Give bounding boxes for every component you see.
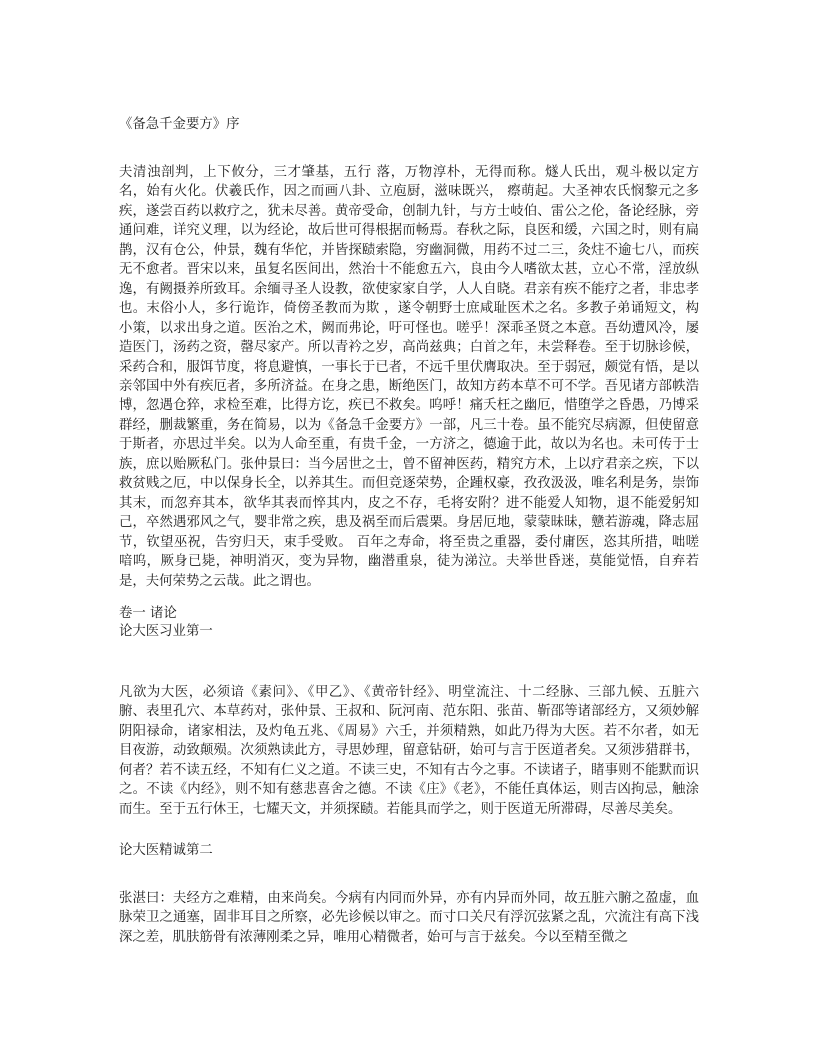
preface-paragraph: 夫清浊剖判，上下攸分，三才肇基，五行 落，万物淳朴，无得而称。燧人氏出，观斗极以定方名，始有火化。伏羲氏作，因之而画八卦、立庖厨，滋味既兴， 瘵萌起。大圣神农氏悯黎元之多疾，遂尝百药以救疗之，犹未尽善。黄帝受命，创制九针，与方士岐伯、雷公之伦，备论经脉，旁通问难，详究义理，以为经论，故后世可得根据而畅焉。春秋之际，良医和缓，六国之时，则有扁鹊，汉有仓公，仲景，魏有华佗，并皆探赜索隐，穷幽洞微，用药不过二三，灸炷不逾七八，而疾无不愈者。晋宋以来，虽复名医间出，然治十不能愈五六，良由今人嗜欲太甚，立心不常，淫放纵逸，有阙摄养所致耳。余缅寻圣人设教，欲使家家自学，人人自晓。君亲有疾不能疗之者，非忠孝也。末俗小人，多行诡诈，倚傍圣教而为欺 ，遂令朝野士庶咸耻医术之名。多教子弟诵短文，构小策，以求出身之道。医治之术，阙而弗论，吁可怪也。嗟乎！深乖圣贤之本意。吾幼遭风冷，屡造医门，汤药之资，罄尽家产。所以青衿之岁，高尚兹典；白首之年，未尝释卷。至于切脉诊候，采药合和，服饵节度，将息避慎，一事长于已者，不远千里伏膺取决。至于弱冠，颇觉有悟，是以亲邻国中外有疾厄者，多所济益。在身之患，断绝医门，故知方药本草不可不学。吾见诸方部帙浩博，忽遇仓猝，求检至难，比得方讫，疾已不救矣。呜呼！痛夭枉之幽厄，惜堕学之昏愚，乃博采群经，删裁繁重，务在简易，以为《备急千金要方》一部，凡三十卷。虽不能究尽病源，但使留意于斯者，亦思过半矣。以为人命至重，有贵千金，一方济之，德逾于此，故以为名也。未可传于士族，庶以贻厥私门。张仲景曰：当今居世之士，曾不留神医药，精究方术，上以疗君亲之疾，下以救贫贱之厄，中以保身长全，以养其生。而但竞逐荣势，企踵权豪，孜孜汲汲，唯名利是务，崇饰其末，而忽弃其本，欲华其表而悴其内，皮之不存，毛将安附？进不能爱人知物，退不能爱躬知己，卒然遇邪风之气，婴非常之疾，患及祸至而后震栗。身居厄地，蒙蒙昧昧，戆若游魂，降志屈节，钦望巫祝，告穷归天，束手受败。 百年之寿命，将至贵之重器，委付庸医，恣其所措，咄嗟喑呜，厥身已毙，神明消灭，变为异物，幽潜重泉，徒为涕泣。夫举世昏迷，莫能觉悟，自弃若是，夫何荣势之云哉。此之谓也。 — [119, 165, 699, 589]
chapter-1-title: 论大医习业第一 — [119, 624, 213, 639]
document-page — [119, 0, 699, 1056]
chapter-1-paragraph: 凡欲为大医，必须谙《素问》、《甲乙》、《黄帝针经》、明堂流注、十二经脉、三部九候、五脏六腑、表里孔穴、本草药对，张仲景、王叔和、阮河南、范东阳、张苗、靳邵等诸部经方，又须妙解阴阳禄命，诸家相法，及灼龟五兆、《周易》六壬，并须精熟，如此乃得为大医。若不尔者，如无目夜游，动致颠殒。次须熟读此方，寻思妙理，留意钻研，始可与言于医道者矣。又须涉猎群书，何者？若不读五经，不知有仁义之道。不读三史，不知有古今之事。不读诸子，睹事则不能默而识之。不读《内经》，则不知有慈悲喜舍之德。不读《庄》《老》，不能任真体运，则吉凶拘忌，触涂而生。至于五行休王，七耀天文，并须探赜。若能具而学之，则于医道无所滞碍，尽善尽美矣。 — [119, 685, 699, 817]
chapter-2-title: 论大医精诚第二 — [119, 843, 213, 858]
chapter-2-paragraph: 张湛曰：夫经方之难精，由来尚矣。今病有内同而外异，亦有内异而外同，故五脏六腑之盈虚，血脉荣卫之通塞，固非耳目之所察，必先诊候以审之。而寸口关尺有浮沉弦紧之乱，穴流注有高下浅深之差，肌肤筋骨有浓薄刚柔之异，唯用心精微者，始可与言于兹矣。今以至精至微之 — [119, 891, 699, 945]
preface-title: 《备急千金要方》序 — [119, 117, 240, 132]
volume-title: 卷一 诸论 — [119, 606, 177, 621]
